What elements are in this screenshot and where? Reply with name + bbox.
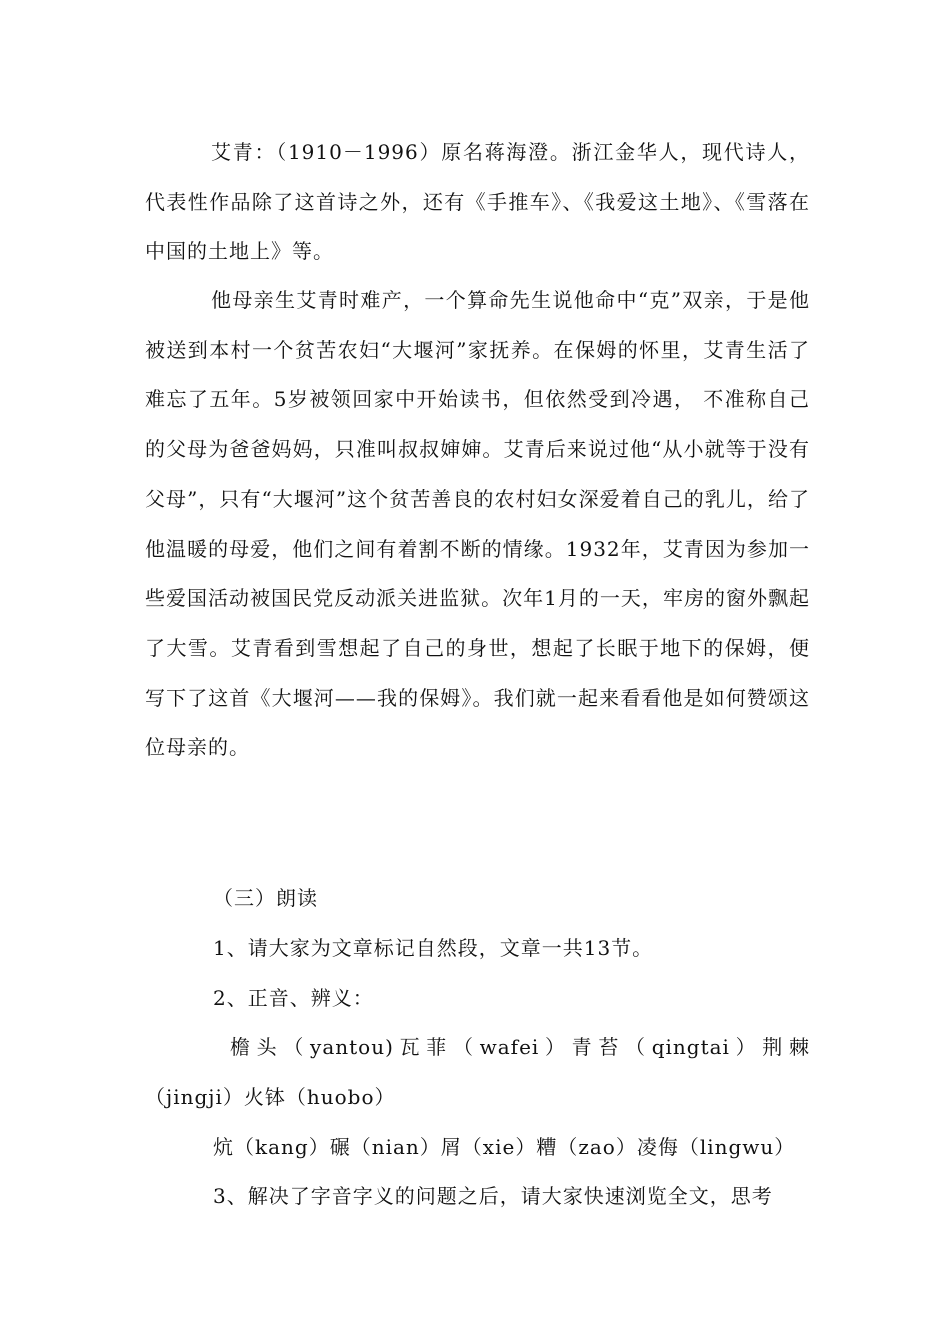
step-2-text: 2、正音、辨义： — [213, 986, 374, 1010]
pinyin-line-1: 檐头（yantou)瓦菲（wafei）青苔（qingtai）荆棘 — [230, 1035, 810, 1059]
section-heading: （三）朗读 — [213, 886, 318, 910]
step-1-text: 1、请大家为文章标记自然段，文章一共13节。 — [213, 936, 654, 960]
background-story-paragraph: 他母亲生艾青时难产，一个算命先生说他命中“克”双亲，于是他被送到本村一个贫苦农妇“大堰河”家抚养。在保姆的怀里，艾青生活了难忘了五年。5岁被领回家中开始读书，但依然受到冷遇， 不准称自己的父母为爸爸妈妈，只准叫叔叔婶婶。艾青后来说过他“从小就等于没有父母”，只有“大堰河”这个贫苦善良的农村妇女深爱着自己的乳儿，给了他温暖的母爱，他们之间有着割不断的情缘。1932年，艾青因为参加一些爱国活动被国民党反动派关进监狱。次年1月的一天，牢房的窗外飘起了大雪。艾青看到雪想起了自己的身世，想起了长眠于地下的保姆，便写下了这首《大堰河——我的保姆》。我们就一起来看看他是如何赞颂这位母亲的。 — [145, 288, 810, 760]
pinyin-line-2: （jingji）火钵（huobo） — [145, 1085, 396, 1109]
step-3-text: 3、解决了字音字义的问题之后，请大家快速浏览全文，思考 — [213, 1184, 773, 1208]
author-bio-paragraph: 艾青：（1910－1996）原名蒋海澄。浙江金华人，现代诗人，代表性作品除了这首诗之外，还有《手推车》、《我爱这土地》、《雪落在中国的土地上》等。 — [145, 140, 810, 264]
pinyin-line-3: 炕（kang）碾（nian）屑（xie）糟（zao）凌侮（lingwu） — [213, 1135, 796, 1159]
